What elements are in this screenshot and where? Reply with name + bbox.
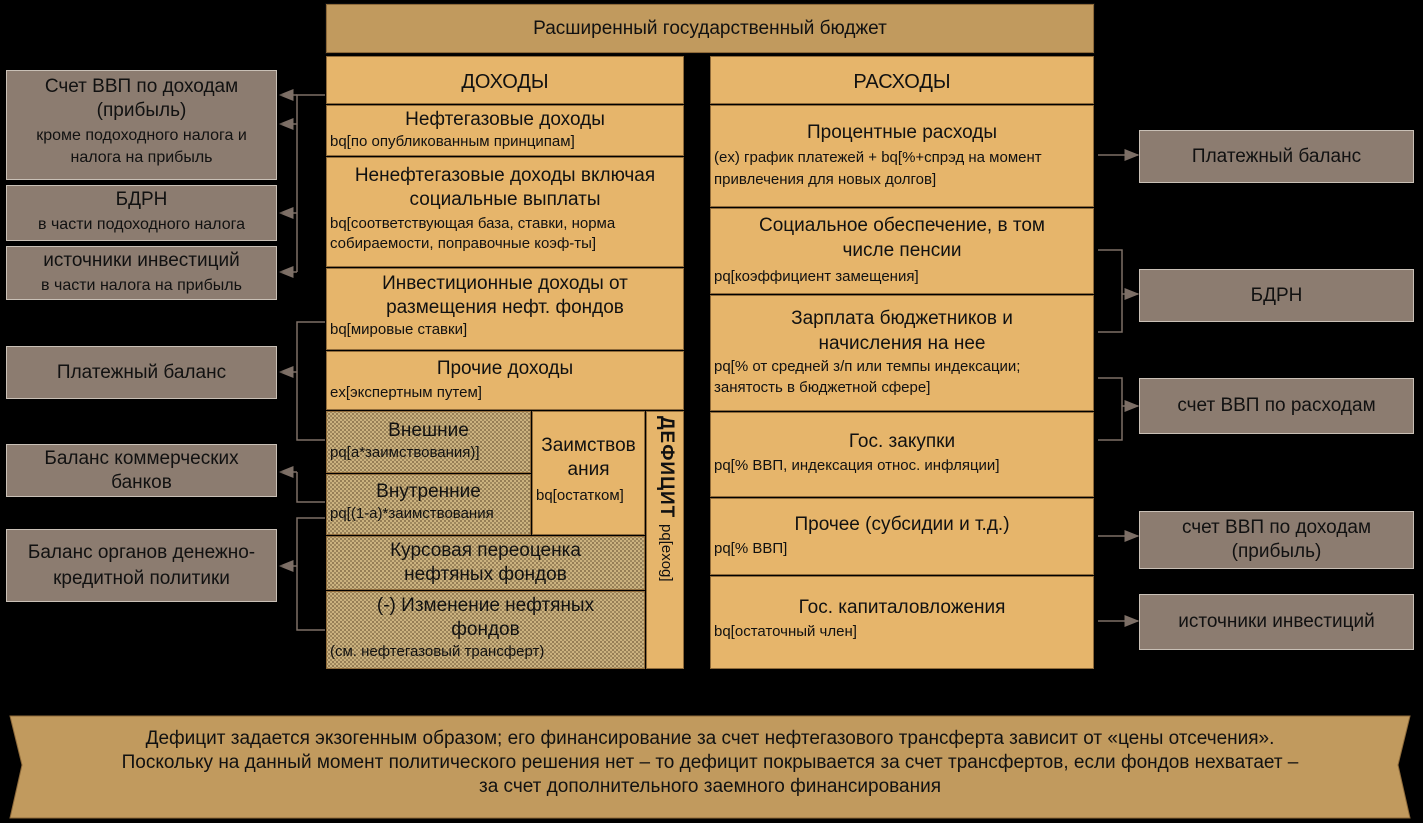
income-internal-name: Внутренние [376, 481, 481, 502]
expense-item-detail: pq[коэффициент замещения] [714, 268, 919, 285]
expense-item-detail: bq[остаточный член] [714, 623, 857, 640]
income-borrowing-detail: bq[остатком] [536, 487, 624, 504]
expense-item-name: Гос. закупки [848, 431, 956, 452]
left-box-title: источники инвестиций [43, 250, 240, 271]
budget-title: Расширенный государственный бюджет [533, 17, 887, 39]
income-item-detail: bq[по опубликованным принципам] [330, 133, 575, 150]
left-box-title: Счет ВВП по доходам (прибыль) [44, 76, 239, 121]
footer-line-2: Поскольку на данный момент политического решения нет – то дефицит покрывается за счет трансфертов, если фондов нехватает – [121, 752, 1299, 773]
expense-item-name: Процентные расходы [806, 122, 998, 143]
left-box-title: Платежный баланс [56, 361, 227, 383]
income-fund-change-detail: (см. нефтегазовый трансферт) [330, 643, 545, 660]
income-borrowing-name: Заимствования [541, 435, 636, 480]
expense-item-name: Прочее (субсидии и т.д.) [794, 514, 1010, 535]
left-box-sub: в части налога на прибыль [41, 277, 242, 294]
left-box-sub: кроме подоходного налога и налога на прибыль [36, 127, 247, 166]
income-item-detail: bq[мировые ставки] [330, 321, 468, 338]
right-box-title: источники инвестиций [1178, 611, 1375, 632]
expenses-header: РАСХОДЫ [710, 56, 1094, 104]
income-revaluation-name: Курсовая переоценка нефтяных фондов [390, 540, 581, 585]
expense-item-name: Гос. капиталовложения [798, 597, 1006, 618]
income-item-name: Прочие доходы [436, 358, 574, 379]
expense-item-detail: pq[% от средней з/п или темпы индексации; занятость в бюджетной сфере] [714, 358, 1021, 396]
left-box-title: Баланс органов денежно-кредитной политики [27, 541, 256, 589]
right-box-title: Платежный баланс [1191, 145, 1362, 167]
income-item-name: Нефтегазовые доходы [405, 109, 605, 130]
right-box-title: счет ВВП по доходам (прибыль) [1181, 517, 1372, 562]
expense-item-detail: pq[% ВВП, индексация относ. инфляции] [714, 457, 1000, 474]
income-header: ДОХОДЫ [326, 56, 684, 104]
left-box-sub: в части подоходного налога [38, 216, 245, 233]
income-deficit-name: ДЕФИЦИТ [656, 416, 677, 519]
right-box-title: счет ВВП по расходам [1177, 395, 1376, 416]
footer-line-1: Дефицит задается экзогенным образом; его финансирование за счет нефтегазового трансферта зависит от «цены отсечения». [145, 728, 1275, 749]
left-box-title: БДРН [115, 189, 168, 210]
expense-item-name: Зарплата бюджетников и начисления на нее [791, 308, 1013, 354]
expense-item-name: Социальное обеспечение, в том числе пенсии [759, 215, 1045, 261]
left-box-title: Баланс коммерческих банков [44, 447, 239, 493]
income-item-name: Ненефтегазовые доходы включая социальные выплаты [354, 165, 656, 210]
expense-item-detail: (ex) график платежей + bq[%+спрэд на момент привлечения для новых долгов] [714, 149, 1042, 188]
right-box-title: БДРН [1250, 284, 1303, 306]
income-external-name: Внешние [388, 420, 469, 441]
income-deficit-detail: pq[exog] [658, 524, 675, 582]
income-external-detail: pq[a*заимствования)] [330, 444, 480, 461]
footer-note [24, 727, 1396, 799]
income-internal-detail: pq[(1-a)*заимствования [330, 505, 494, 522]
income-item-name: Инвестиционные доходы от размещения нефт. фондов [382, 273, 628, 318]
footer-line-3: за счет дополнительного заемного финансирования [479, 776, 941, 797]
income-fund-change-name: (-) Изменение нефтяных фондов [376, 595, 595, 640]
income-item-detail: bq[соответствующая база, ставки, норма собираемости, поправочные коэф-ты] [330, 215, 616, 252]
income-item-detail: ex[экспертным путем] [330, 384, 482, 401]
expense-item-detail: pq[% ВВП] [714, 540, 788, 557]
